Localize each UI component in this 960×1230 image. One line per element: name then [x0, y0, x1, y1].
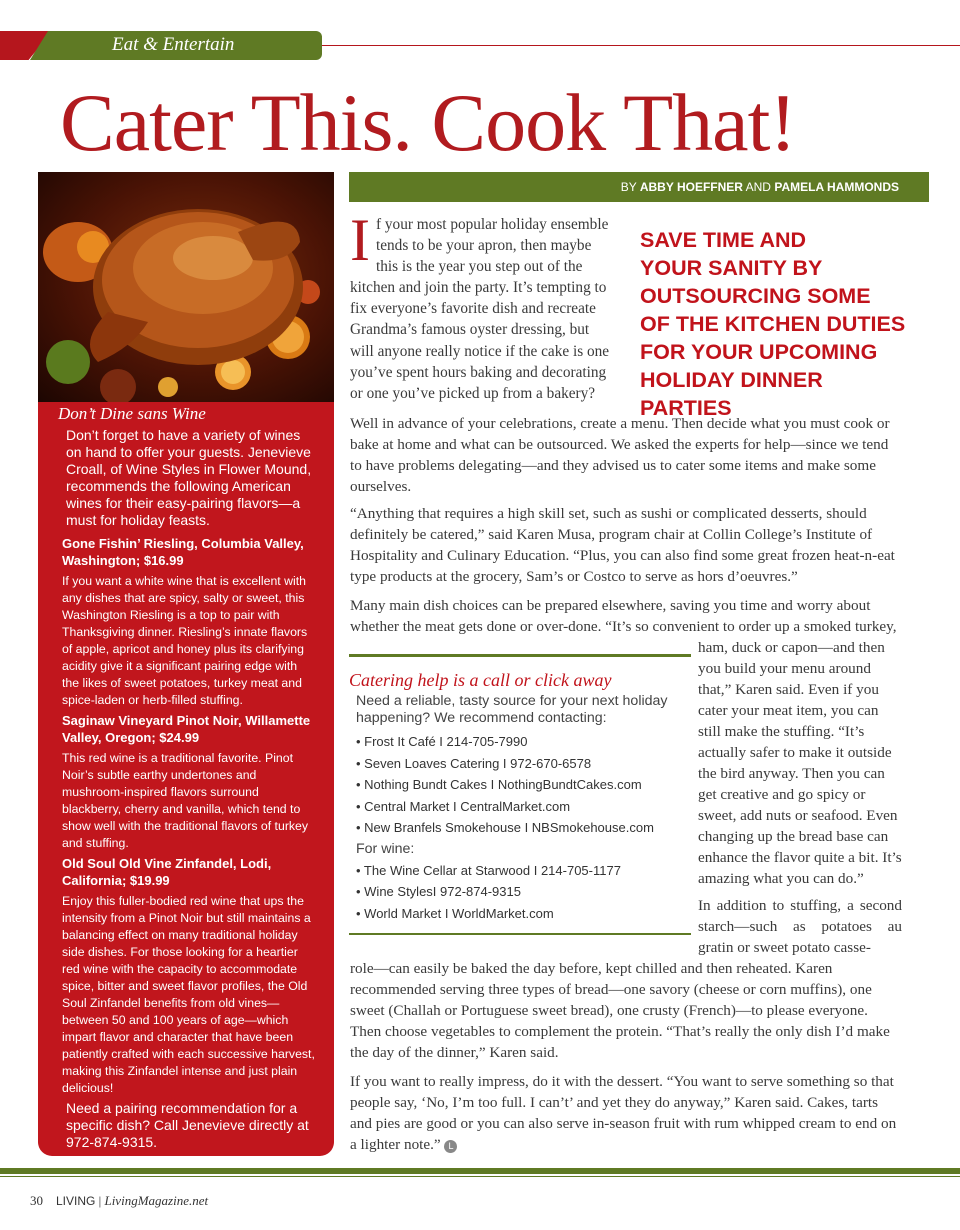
byline-by: BY: [620, 180, 637, 194]
catering-list-item: • World Market I WorldMarket.com: [356, 905, 554, 921]
byline: [349, 172, 929, 202]
pull-quote-line: HOLIDAY DINNER PARTIES: [640, 368, 823, 420]
turkey-photo: [38, 172, 334, 402]
wine-outro: Need a pairing recommendation for a specific dish? Call Jenevieve directly at 972-874-9315.: [66, 1100, 309, 1150]
body-paragraph-1: Well in advance of your celebrations, create a menu. Then decide what you must cook or bake at home and what can be outsourced. We asked the experts for help—since we tend to have problems delegating—and they advised us to cater some items and make some ourselves.: [350, 415, 890, 495]
header-rule: [322, 45, 960, 46]
paragraph-5-text: If you want to really impress, do it with the dessert. “You want to serve something so that people say, ‘No, I’m too full. I can’t’ and yet they do anyway,” Karen said. Cakes, tarts and pies are good or you can also serve in-season fruit with rum whipped cream to end on a lighter note.”: [350, 1073, 897, 1153]
page-number: 30: [30, 1193, 43, 1208]
headline: Cater This. Cook That!: [60, 77, 796, 168]
wine-sidebar-title: Don’t Dine sans Wine: [58, 404, 206, 423]
intro-paragraph: [350, 207, 612, 404]
catering-list-item: • Wine StylesI 972-874-9315: [356, 884, 521, 899]
drop-cap: I: [350, 207, 370, 273]
catering-list-item: • Frost It Café I 214-705-7990: [356, 734, 528, 749]
pull-quote: [640, 226, 920, 422]
pull-quote-line: OUTSOURCING SOME: [640, 284, 871, 308]
catering-intro: Need a reliable, tasty source for your next holiday happening? We recommend contacting:: [356, 693, 668, 726]
intro-text: f your most popular holiday ensemble tends to be your apron, then maybe this is the year you step out of the kitchen and join the party. It’s tempting to fix everyone’s favorite dish and recreate Grandma’s famous oyster dressing, but will anyone really notice if the cake is one you’ve spent hours baking and decorating or one you’ve picked up from a bakery?: [350, 216, 610, 402]
wine-name: Gone Fishin’ Riesling, Columbia Valley, Washington; $16.99: [62, 536, 304, 568]
wine-description: If you want a white wine that is excellent with any dishes that are spicy, salty or sweet, this Washington Riesling is a top to pair with Thanksgiving dinner. Riesling’s innate flavors of apple, apricot and honey plus its clarifying acidity give it a significant pairing edge with the likes of sweet potatoes, turkey meat and spice-laden or herb-filled stuffing.: [62, 574, 308, 707]
wine-description: This red wine is a traditional favorite. Pinot Noir’s subtle earthy undertones and mushroom-inspired flavors surround blackberry, cherry and vanilla, which tend to show well with the traditional flavors of turkey and stuffing.: [62, 751, 309, 850]
body-paragraph-3b: ham, duck or capon—and then you build your menu around that,” Karen said. Even if you cater your meat item, you can still make the stuffing. “It’s actually safer to make it outside the bird anyway. Then you can get creative and go spicy or sweet, add nuts or seafood. Even changing up the bread base can enhance the flavor quite a bit. It’s amazing what you can do.”: [698, 639, 902, 887]
pull-quote-line: YOUR SANITY BY: [640, 256, 823, 280]
pull-quote-line: SAVE TIME AND: [640, 228, 807, 252]
body-paragraph-4b: role—can easily be baked the day before, kept chilled and then reheated. Karen recommended serving three types of bread—one savory (cheese or corn muffins), one sweet (Challah or Portuguese sweet bread), one crusty (French)—to please everyone. Then choose vegetables to complement the protein. “That’s really the only dish I’d make the day of the dinner,” Karen said.: [350, 960, 890, 1061]
catering-list-item: • New Branfels Smokehouse I NBSmokehouse.com: [356, 820, 654, 835]
catering-title: Catering help is a call or click away: [349, 670, 612, 690]
wine-name: Old Soul Old Vine Zinfandel, Lodi, California; $19.99: [62, 856, 272, 888]
catering-wine-label: For wine:: [356, 840, 415, 857]
pull-quote-line: OF THE KITCHEN DUTIES: [640, 312, 906, 336]
catering-list-item: • The Wine Cellar at Starwood I 214-705-1177: [356, 862, 621, 878]
catering-list-item: • Seven Loaves Catering I 972-670-6578: [356, 755, 592, 771]
wine-name: Saginaw Vineyard Pinot Noir, Willamette Valley, Oregon; $24.99: [62, 713, 311, 745]
author-2: PAMELA HAMMONDS: [774, 180, 899, 194]
section-label: Eat & Entertain: [112, 34, 235, 55]
pull-quote-line: FOR YOUR UPCOMING: [640, 340, 878, 364]
wine-sidebar: [38, 402, 334, 1156]
body-paragraph-3a: Many main dish choices can be prepared elsewhere, saving you time and worry about whether the meat gets done or over-done. “It’s so convenient to order up a smoked turkey,: [350, 597, 897, 635]
footer-rule-thin: [0, 1176, 960, 1177]
end-mark-icon: L: [444, 1140, 457, 1153]
body-paragraph-5: [350, 1071, 902, 1155]
catering-list-item: • Central Market I CentralMarket.com: [356, 798, 571, 814]
magazine-name: LIVING: [56, 1194, 96, 1208]
footer-separator: |: [98, 1193, 102, 1208]
footer: [30, 1193, 208, 1209]
body-paragraph-2: “Anything that requires a high skill set, such as sushi or complicated desserts, should definitely be catered,” said Karen Musa, program chair at Collin College’s Institute of Hospitality and Culinary Education. “Plus, you can also find some great frozen heat-n-eat type products at the grocery, Sam’s or Costco to serve as hors d’oeuvres.”: [350, 505, 895, 585]
byline-and: AND: [745, 180, 771, 194]
catering-list-item: • Nothing Bundt Cakes I NothingBundtCakes.com: [356, 777, 642, 792]
magazine-site: LivingMagazine.net: [104, 1193, 209, 1208]
author-1: ABBY HOEFFNER: [639, 180, 743, 194]
footer-rule: [0, 1168, 960, 1174]
catering-top-rule: [349, 654, 691, 657]
body-paragraph-4a: In addition to stuffing, a second starch—such as potatoes au gratin or sweet potato casse-: [698, 897, 902, 956]
catering-bottom-rule: [349, 933, 691, 935]
catering-box: [349, 670, 689, 924]
wine-intro: Don’t forget to have a variety of wines on hand to offer your guests. Jenevieve Croall, of Wine Styles in Flower Mound, recommends the following American wines for their easy-pairing flavors—a must for holiday feasts.: [66, 427, 312, 528]
wine-description: Enjoy this fuller-bodied red wine that ups the intensity from a Pinot Noir but still maintains a balancing effect on many traditional holiday side dishes. For those looking for a heartier red wine with the capacity to accommodate spice, bitter and sweet flavor profiles, the Old Soul Zinfandel benefits from old vines—between 50 and 100 years of age—which impart flavor and character that have been patiently crafted with each successive harvest, making this Zinfandel intense and just plain delicious!: [62, 894, 315, 1095]
